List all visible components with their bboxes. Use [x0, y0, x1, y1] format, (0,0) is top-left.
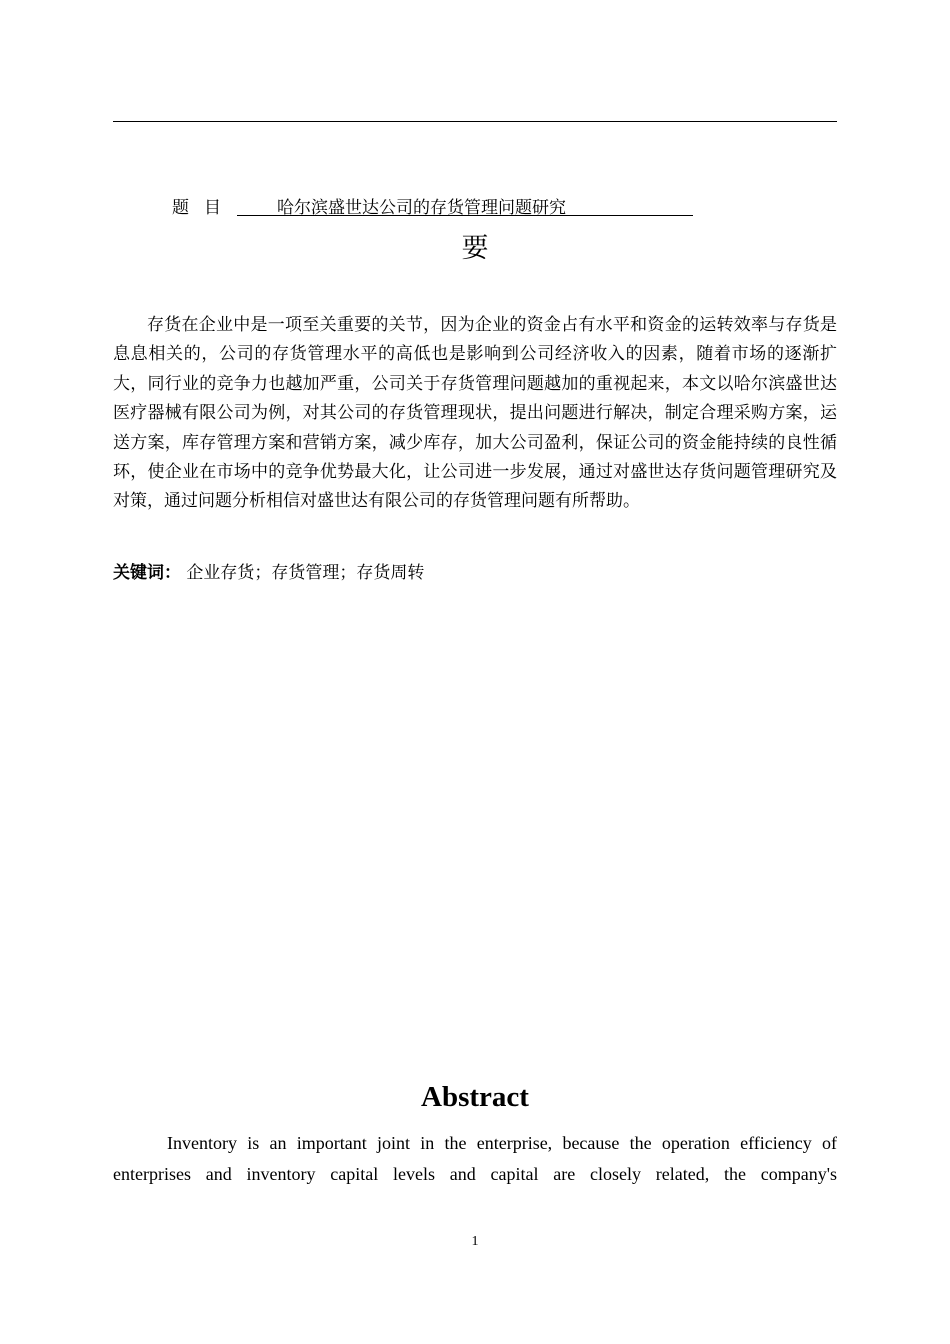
title-label: 题目: [172, 198, 236, 218]
en-abstract-line-2: enterprises and inventory capital levels and capital are closely related, the company's: [113, 1164, 837, 1184]
cn-abstract-body: 存货在企业中是一项至关重要的关节，因为企业的资金占有水平和资金的运转效率与存货是息息相关的，公司的存货管理水平的高低也是影响到公司经济收入的因素，随着市场的逐渐扩大，同行业的竞争力也越加严重，公司关于存货管理问题越加的重视起来，本文以哈尔滨盛世达医疗器械有限公司为例，对其公司的存货管理现状，提出问题进行解决，制定合理采购方案，运送方案，库存管理方案和营销方案，减少库存，加大公司盈利，保证公司的资金能持续的良性循环，使企业在市场中的竞争优势最大化，让公司进一步发展，通过对盛世达存货问题管理研究及对策，通过问题分析相信对盛世达有限公司的存货管理问题有所帮助。: [113, 315, 837, 512]
header-rule: [113, 121, 837, 122]
thesis-title: 哈尔滨盛世达公司的存货管理问题研究: [277, 198, 566, 218]
en-abstract-heading: Abstract: [421, 1081, 529, 1113]
keywords: [113, 561, 424, 585]
cn-abstract-heading: 要: [461, 233, 489, 264]
en-abstract-line-1: Inventory is an important joint in the enterprise, because the operation efficiency of: [167, 1133, 837, 1153]
en-abstract-body: [113, 1128, 837, 1190]
keywords-value: 企业存货；存货管理；存货周转: [186, 563, 425, 583]
page-number: 1: [471, 1234, 479, 1249]
keywords-label: 关键词：: [113, 563, 181, 583]
